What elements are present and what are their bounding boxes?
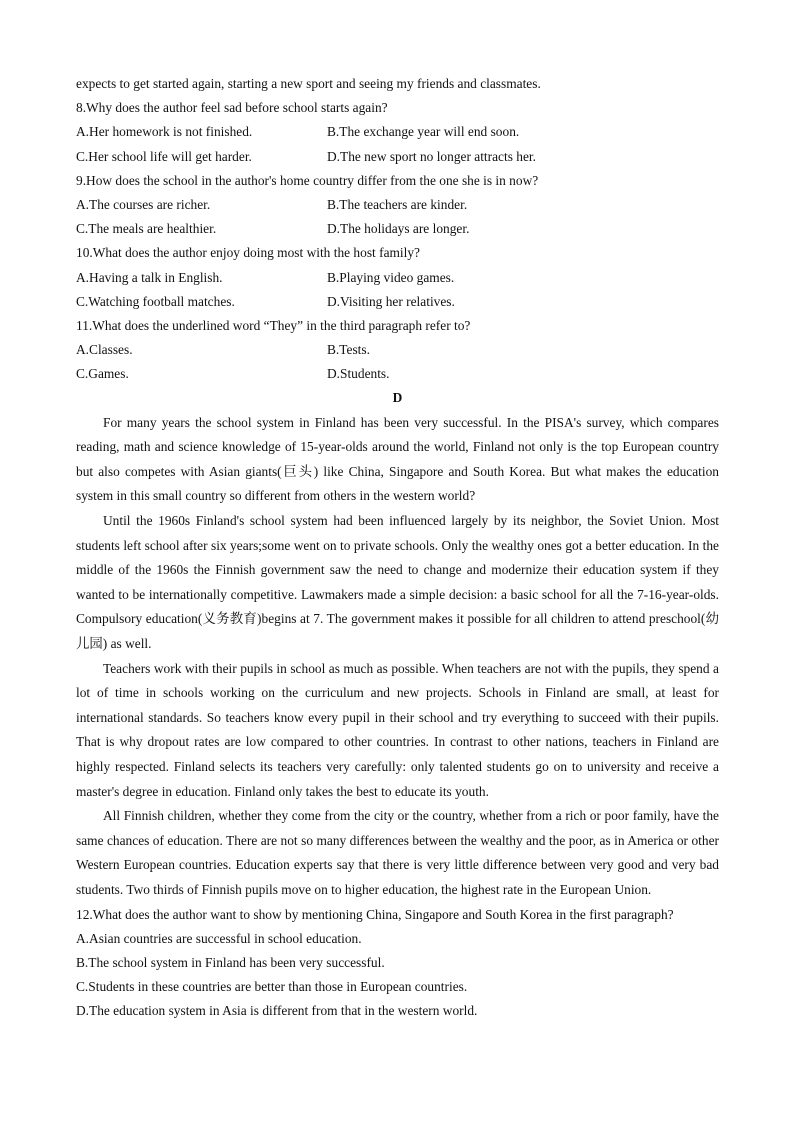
- option-c: C.Her school life will get harder.: [76, 148, 252, 164]
- option-c: C.The meals are healthier.: [76, 221, 217, 237]
- question-text: 12.What does the author want to show by mentioning China, Singapore and South Korea in the first paragraph?: [76, 906, 674, 922]
- option-a: A.Her homework is not finished.: [76, 124, 253, 140]
- option-b: B.The school system in Finland has been very successful.: [76, 954, 385, 970]
- option-d: D.Students.: [327, 366, 390, 382]
- option-c: C.Games.: [76, 366, 129, 382]
- options-row: [76, 338, 719, 362]
- question-10: [76, 241, 719, 314]
- option-d: D.Visiting her relatives.: [327, 293, 455, 309]
- passage-paragraph-1: For many years the school system in Finland has been very successful. In the PISA's survey, which compares reading, math and science knowledge of 15-year-olds around the world, Finland not only is the top European country but also competes with Asian giants(巨头) like China, Singapore and South Korea. But what makes the education system in this small country so different from others in the western world?: [76, 414, 719, 504]
- option-b: B.Tests.: [327, 342, 370, 358]
- option-b: B.Playing video games.: [327, 269, 455, 285]
- options-row: [76, 290, 719, 314]
- exam-page: [76, 72, 719, 1023]
- question-text: 9.How does the school in the author's home country differ from the one she is in now?: [76, 172, 539, 188]
- options-row: [76, 120, 719, 144]
- option-a: A.Having a talk in English.: [76, 269, 223, 285]
- passage-paragraph-4: All Finnish children, whether they come from the city or the country, whether from a rich or poor family, have the same chances of education. There are not so many differences between the wealthy and the poor, as in America or other Western European countries. Education experts say that there is very little difference between very good and very bad students. Two thirds of Finnish pupils move on to higher education, the highest rate in the European Union.: [76, 808, 719, 897]
- question-text: 11.What does the underlined word “They” in the third paragraph refer to?: [76, 317, 471, 333]
- option-b: B.The teachers are kinder.: [327, 196, 468, 212]
- section-d-heading: D: [392, 390, 403, 406]
- option-d: D.The holidays are longer.: [327, 221, 470, 237]
- option-d: D.The new sport no longer attracts her.: [327, 148, 536, 164]
- question-9: [76, 169, 719, 242]
- option-a: A.Classes.: [76, 342, 133, 358]
- passage-paragraph-2: Until the 1960s Finland's school system had been influenced largely by its neighbor, the Soviet Union. Most students left school after six years;some went on to private schools. Only the wealthy ones got a better education. In the middle of the 1960s the Finnish government saw the need to change and modernize their education system if they wanted to be internationally competitive. Lawmakers made a simple decision: a basic school for all the 7-16-year-olds. Compulsory education(义务教育)begins at 7. The government makes it possible for all children to attend preschool(幼儿园) as well.: [76, 513, 719, 651]
- question-text: 8.Why does the author feel sad before school starts again?: [76, 100, 388, 116]
- option-a: A.Asian countries are successful in school education.: [76, 930, 362, 946]
- options-row: [76, 266, 719, 290]
- option-d: D.The education system in Asia is different from that in the western world.: [76, 1003, 478, 1019]
- options-row: [76, 362, 719, 386]
- option-c: C.Watching football matches.: [76, 293, 235, 309]
- option-b: B.The exchange year will end soon.: [327, 124, 520, 140]
- question-11: [76, 314, 719, 387]
- question-12: [76, 903, 719, 1024]
- option-a: A.The courses are richer.: [76, 196, 211, 212]
- options-row: [76, 217, 719, 241]
- question-8: [76, 96, 719, 169]
- option-c: C.Students in these countries are better than those in European countries.: [76, 979, 468, 995]
- options-row: [76, 145, 719, 169]
- question-text: 10.What does the author enjoy doing most with the host family?: [76, 245, 421, 261]
- options-row: [76, 193, 719, 217]
- passage-c-ending: expects to get started again, starting a new sport and seeing my friends and classmates.: [76, 76, 541, 91]
- passage-paragraph-3: Teachers work with their pupils in school as much as possible. When teachers are not with the pupils, they spend a lot of time in schools working on the curriculum and new projects. Schools in Finland are small, at least for international standards. So teachers know every pupil in their school and try everything to succeed with their pupils. That is why dropout rates are low compared to other countries. In contrast to other nations, teachers in Finland are highly respected. Finland selects its teachers very carefully: only talented students go on to university and receive a master's degree in education. Finland only takes the best to educate its youth.: [76, 660, 719, 799]
